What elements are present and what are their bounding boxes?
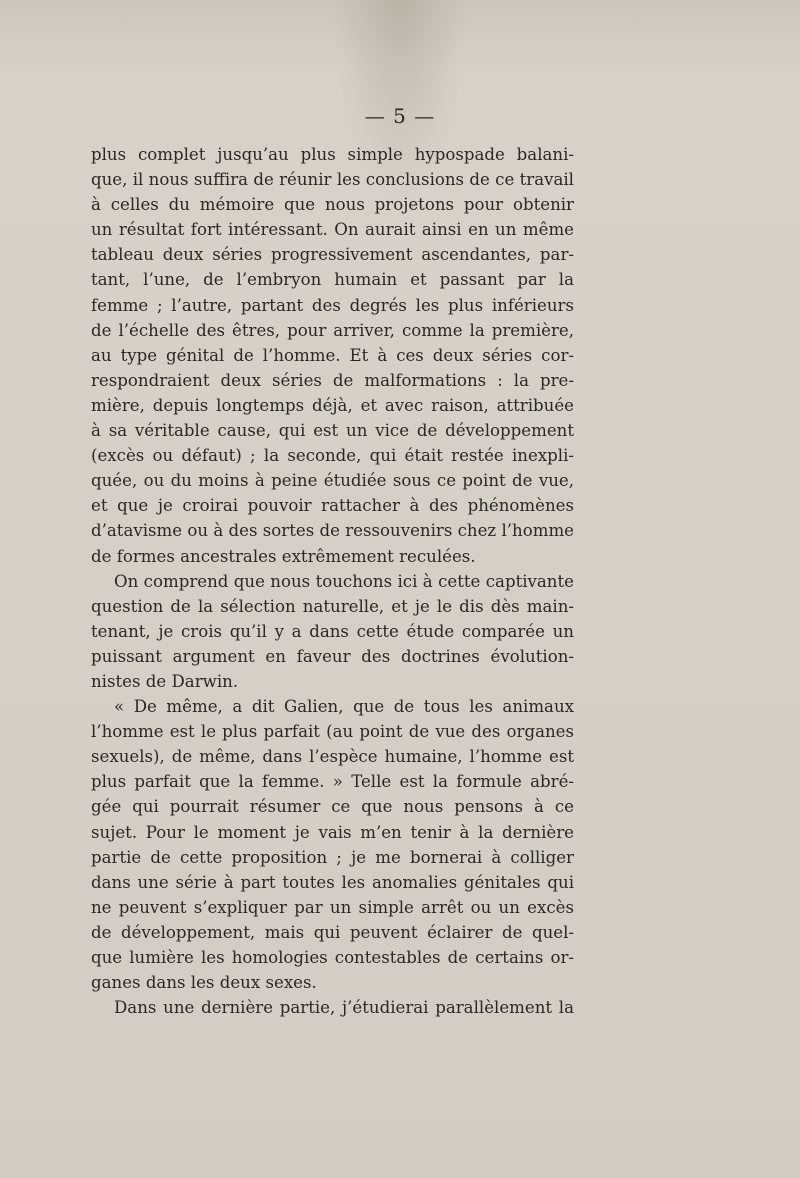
text-line: (excès ou défaut) ; la seconde, qui était restée inexpli- [91, 446, 574, 466]
text-line: plus parfait que la femme. » Telle est la formule abré- [91, 772, 574, 792]
text-line: puissant argument en faveur des doctrines évolution- [91, 646, 574, 666]
text-line: question de la sélection naturelle, et je le dis dès main- [91, 596, 574, 616]
text-line: « De même, a dit Galien, que de tous les animaux [114, 697, 574, 717]
text-line: et que je croirai pouvoir rattacher à des phénomènes [91, 496, 574, 516]
text-line: quée, ou du moins à peine étudiée sous ce point de vue, [91, 471, 574, 491]
text-line: tableau deux séries progressivement ascendantes, par- [91, 245, 574, 265]
text-line: sexuels), de même, dans l’espèce humaine, l’homme est [91, 747, 574, 767]
text-line: gée qui pourrait résumer ce que nous pensons à ce [91, 797, 574, 817]
text-line: plus complet jusqu’au plus simple hypospade balani- [91, 145, 574, 164]
paragraph [91, 142, 574, 569]
text-line: que, il nous suffira de réunir les conclusions de ce travail [91, 170, 574, 190]
text-line: de l’échelle des êtres, pour arriver, comme la première, [91, 320, 574, 340]
body-text [91, 142, 574, 1020]
text-line: l’homme est le plus parfait (au point de vue des organes [91, 722, 574, 742]
text-line: femme ; l’autre, partant des degrés les plus inférieurs [91, 295, 574, 315]
page-number: — 5 — [364, 104, 436, 128]
text-line: sujet. Pour le moment je vais m’en tenir à la dernière [91, 822, 574, 842]
text-line: nistes de Darwin. [91, 671, 239, 691]
text-line: dans une série à part toutes les anomalies génitales qui [91, 872, 574, 892]
text-line: que lumière les homologies contestables de certains or- [91, 948, 574, 967]
text-line: tant, l’une, de l’embryon humain et passant par la [91, 270, 574, 290]
text-line: de formes ancestrales extrêmement reculées. [91, 546, 476, 566]
text-line: de développement, mais qui peuvent éclairer de quel- [91, 922, 574, 942]
text-line: partie de cette proposition ; je me bornerai à colliger [91, 847, 574, 867]
paragraph [91, 569, 574, 694]
text-line: respondraient deux séries de malformations : la pre- [91, 370, 574, 390]
text-line: d’atavisme ou à des sortes de ressouvenirs chez l’homme [91, 521, 574, 541]
text-line: mière, depuis longtemps déjà, et avec raison, attribuée [91, 395, 574, 415]
paragraph [91, 694, 574, 995]
text-line: ne peuvent s’expliquer par un simple arrêt ou un excès [91, 897, 574, 917]
paragraph [91, 995, 574, 1020]
text-line: à celles du mémoire que nous projetons pour obtenir [91, 195, 574, 215]
text-line: On comprend que nous touchons ici à cette captivante [114, 571, 574, 591]
text-line: ganes dans les deux sexes. [91, 973, 317, 993]
text-line: tenant, je crois qu’il y a dans cette étude comparée un [91, 621, 574, 641]
text-line: au type génital de l’homme. Et à ces deux séries cor- [91, 345, 574, 365]
text-line: Dans une dernière partie, j’étudierai parallèlement la [114, 998, 574, 1018]
text-line: à sa véritable cause, qui est un vice de développement [91, 421, 574, 441]
text-line: un résultat fort intéressant. On aurait ainsi en un même [91, 220, 574, 240]
